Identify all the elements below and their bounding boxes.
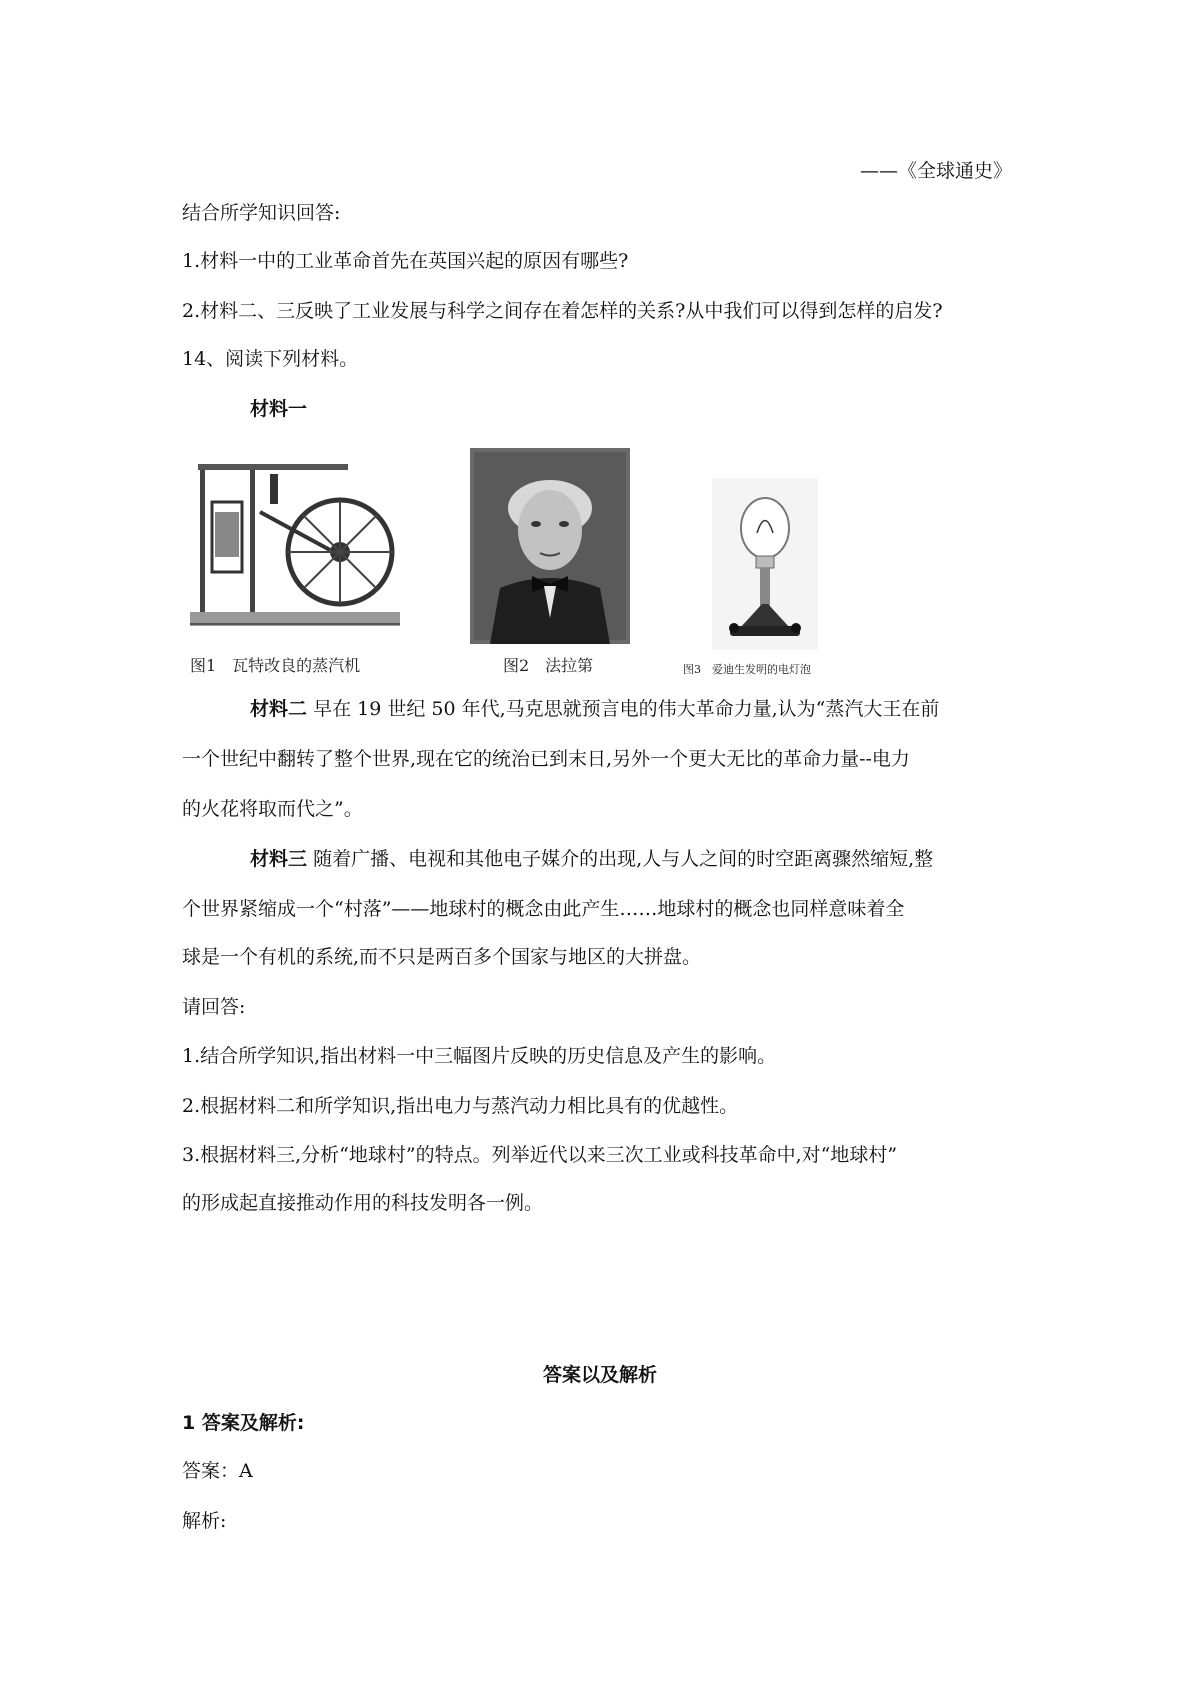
answers-heading: 答案以及解析 — [542, 1364, 657, 1386]
q13-prompt: 结合所学知识回答: — [182, 202, 341, 224]
figure-3-caption: 图3 爱迪生发明的电灯泡 — [683, 663, 811, 676]
material2-line-1 — [250, 696, 939, 722]
material2-line-3: 的火花将取而代之”。 — [182, 798, 363, 820]
analysis-label: 解析: — [182, 1510, 227, 1532]
material2-text-1: 早在 19 世纪 50 年代,马克思就预言电的伟大革命力量,认为“蒸汽大王在前 — [313, 698, 940, 720]
q14-answer-prompt: 请回答: — [182, 996, 246, 1018]
answer-item-title: 1 答案及解析: — [182, 1412, 305, 1434]
q14-title: 14、阅读下列材料。 — [182, 348, 359, 370]
faraday-portrait-image — [470, 448, 630, 644]
material2-label: 材料二 — [250, 698, 308, 720]
q14-question-2: 2.根据材料二和所学知识,指出电力与蒸汽动力相比具有的优越性。 — [182, 1095, 739, 1117]
figure-2-caption: 图2 法拉第 — [503, 656, 594, 675]
q14-question-1: 1.结合所学知识,指出材料一中三幅图片反映的历史信息及产生的影响。 — [182, 1045, 777, 1067]
light-bulb-image — [712, 478, 818, 650]
material3-line-1 — [250, 846, 933, 872]
material3-line-3: 球是一个有机的系统,而不只是两百多个国家与地区的大拼盘。 — [182, 946, 702, 968]
material3-text-1: 随着广播、电视和其他电子媒介的出现,人与人之间的时空距离骤然缩短,整 — [313, 848, 934, 870]
q14-question-3: 3.根据材料三,分析“地球村”的特点。列举近代以来三次工业或科技革命中,对“地球村” — [182, 1144, 898, 1166]
answer-value: 答案：A — [182, 1460, 253, 1482]
material3-line-2: 个世界紧缩成一个“村落”——地球村的概念由此产生……地球村的概念也同样意味着全 — [182, 898, 905, 920]
source-citation: ——《全球通史》 — [860, 160, 1013, 182]
q13-question-2: 2.材料二、三反映了工业发展与科学之间存在着怎样的关系?从中我们可以得到怎样的启发? — [182, 300, 943, 322]
material2-line-2: 一个世纪中翻转了整个世界,现在它的统治已到末日,另外一个更大无比的革命力量--电力 — [182, 748, 910, 770]
figure-1-caption: 图1 瓦特改良的蒸汽机 — [190, 656, 361, 675]
steam-engine-image — [190, 452, 400, 632]
q13-question-1: 1.材料一中的工业革命首先在英国兴起的原因有哪些? — [182, 250, 629, 272]
material3-label: 材料三 — [250, 848, 308, 870]
material1-label: 材料一 — [250, 398, 308, 420]
q14-question-3-cont: 的形成起直接推动作用的科技发明各一例。 — [182, 1192, 544, 1214]
